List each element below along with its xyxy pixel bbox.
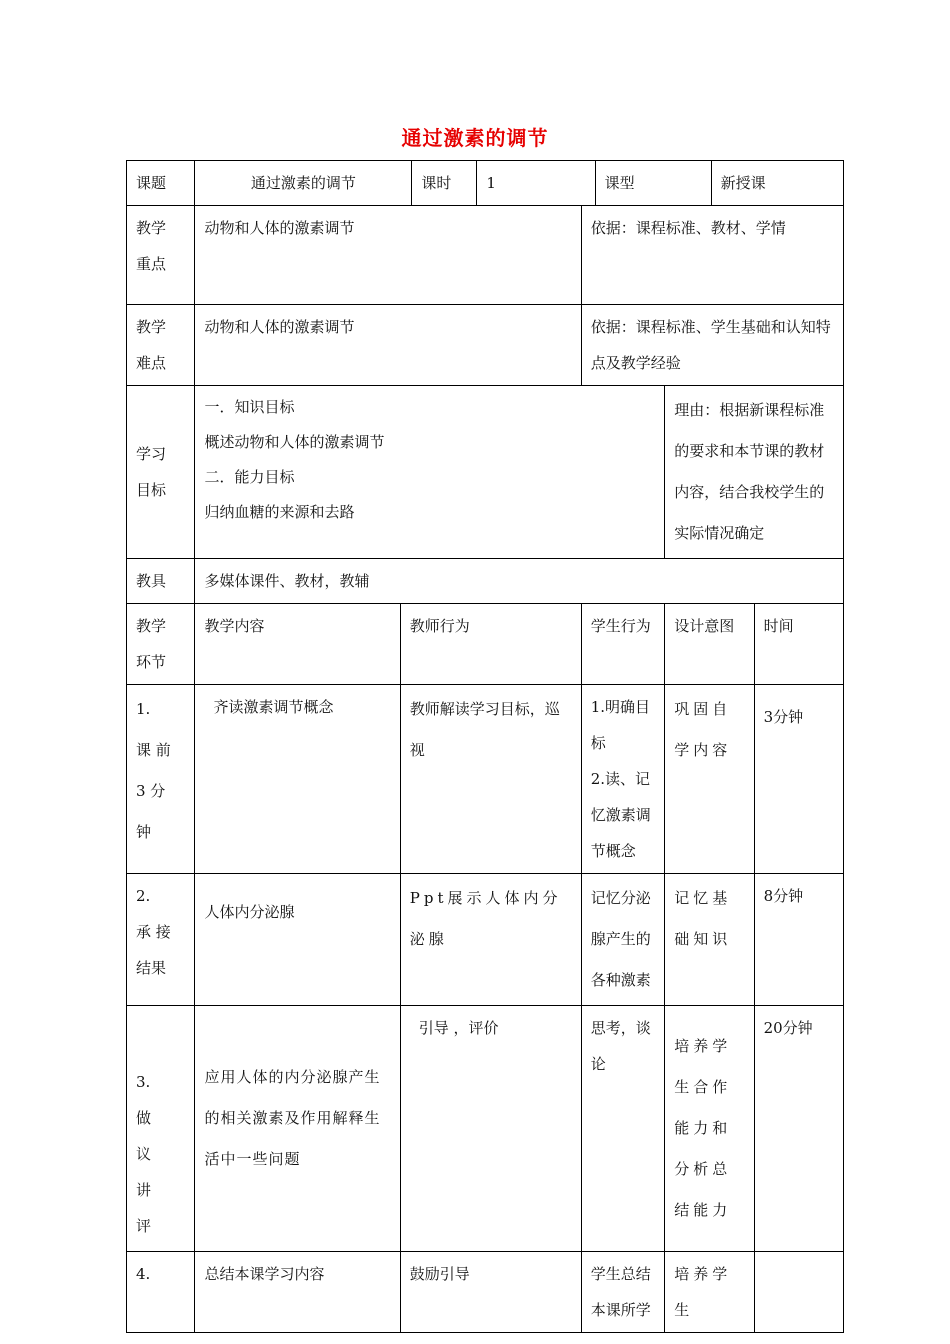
hours-value: 1 <box>477 161 595 206</box>
step-student: 学生总结本课所学 <box>581 1252 665 1333</box>
hours-label: 课时 <box>412 161 477 206</box>
process-student-header: 学生行为 <box>581 604 665 685</box>
process-time-header: 时间 <box>754 604 843 685</box>
step-stage: 4. <box>127 1252 195 1333</box>
type-label: 课型 <box>595 161 711 206</box>
step-time: 20分钟 <box>754 1006 843 1252</box>
step-time: 3分钟 <box>754 685 843 874</box>
objectives-content: 一．知识目标 概述动物和人体的激素调节 二．能力目标 归纳血糖的来源和去路 <box>195 386 665 559</box>
difficulties-label: 教学 难点 <box>127 305 195 386</box>
header-row <box>127 161 844 206</box>
objectives-label: 学习 目标 <box>127 386 195 559</box>
tools-label: 教具 <box>127 559 195 604</box>
step-student: 记忆分泌腺产生的各种激素 <box>581 874 665 1006</box>
type-value: 新授课 <box>711 161 843 206</box>
step-intent: 培养学生合作能力和分析总结能力 <box>665 1006 754 1252</box>
difficulties-row <box>127 305 844 386</box>
step-time <box>754 1252 843 1333</box>
key-points-label: 教学 重点 <box>127 206 195 305</box>
difficulties-content: 动物和人体的激素调节 <box>195 305 581 386</box>
step-row-2 <box>127 874 844 1006</box>
step-stage: 1. 课 前 3 分 钟 <box>127 685 195 874</box>
topic-label: 课题 <box>127 161 195 206</box>
step-row-1 <box>127 685 844 874</box>
step-content: 总结本课学习内容 <box>195 1252 400 1333</box>
step-teacher: 教师解读学习目标，巡视 <box>400 685 581 874</box>
step-row-3 <box>127 1006 844 1252</box>
objectives-row <box>127 386 844 559</box>
process-stage-header: 教学 环节 <box>127 604 195 685</box>
step-teacher: 鼓励引导 <box>400 1252 581 1333</box>
step-content: 应用人体的内分泌腺产生的相关激素及作用解释生活中一些问题 <box>195 1006 400 1252</box>
step-intent: 记忆基础知识 <box>665 874 754 1006</box>
tools-content: 多媒体课件、教材，教辅 <box>195 559 844 604</box>
step-stage: 3. 做 议 讲 评 <box>127 1006 195 1252</box>
key-points-row <box>127 206 844 305</box>
process-teacher-header: 教师行为 <box>400 604 581 685</box>
step-intent: 巩固自学内容 <box>665 685 754 874</box>
step-student: 1.明确目标 2.读、记忆激素调节概念 <box>581 685 665 874</box>
tools-row <box>127 559 844 604</box>
objectives-reason: 理由：根据新课程标准的要求和本节课的教材内容，结合我校学生的实际情况确定 <box>665 386 844 559</box>
step-intent: 培养学生 <box>665 1252 754 1333</box>
process-intent-header: 设计意图 <box>665 604 754 685</box>
step-time: 8分钟 <box>754 874 843 1006</box>
step-content: 齐读激素调节概念 <box>195 685 400 874</box>
step-row-4 <box>127 1252 844 1333</box>
step-content: 人体内分泌腺 <box>195 874 400 1006</box>
process-content-header: 教学内容 <box>195 604 400 685</box>
difficulties-basis: 依据：课程标准、学生基础和认知特点及教学经验 <box>581 305 843 386</box>
key-points-content: 动物和人体的激素调节 <box>195 206 581 305</box>
step-teacher: 引导 ，评价 <box>400 1006 581 1252</box>
document-title: 通过激素的调节 <box>401 126 549 150</box>
process-header-row <box>127 604 844 685</box>
key-points-basis: 依据：课程标准、教材、学情 <box>581 206 843 305</box>
step-teacher: Ppt展示人体内分泌腺 <box>400 874 581 1006</box>
step-student: 思考，谈论 <box>581 1006 665 1252</box>
step-stage: 2. 承 接 结果 <box>127 874 195 1006</box>
lesson-plan-table <box>126 160 844 1333</box>
topic-value: 通过激素的调节 <box>195 161 412 206</box>
